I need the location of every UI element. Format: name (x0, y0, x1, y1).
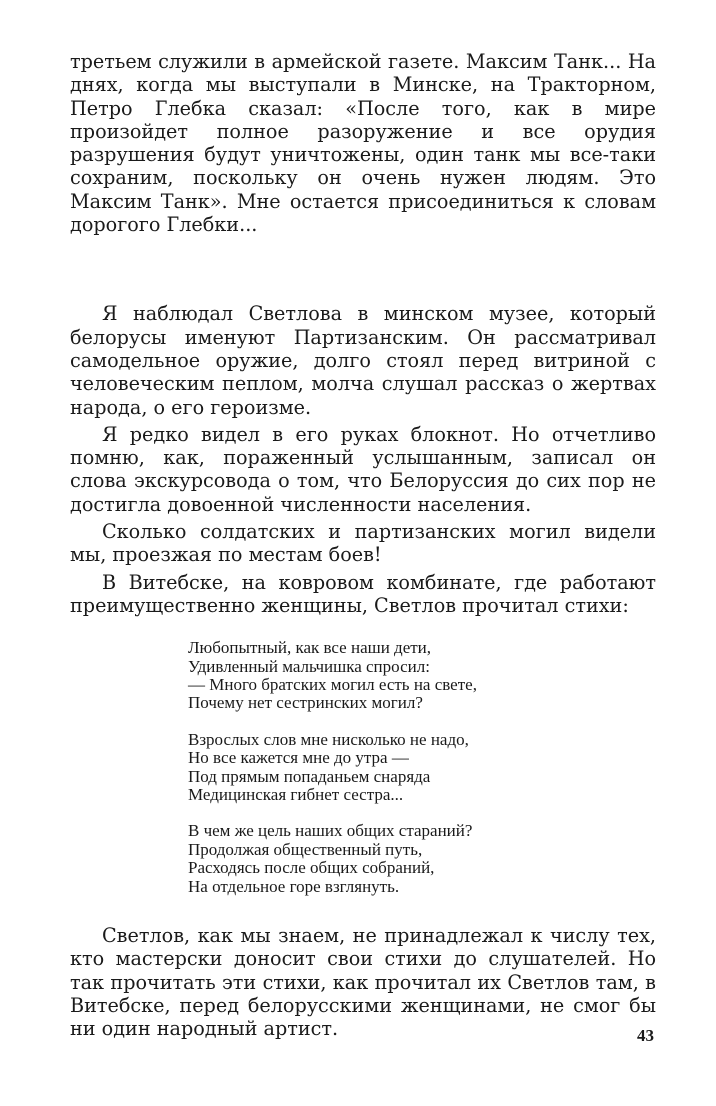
poem-line: — Много братских могил есть на свете, (188, 675, 477, 695)
book-page (70, 50, 656, 1041)
poem (188, 639, 656, 896)
paragraph-continuation: третьем служили в армейской газете. Максим Танк... На днях, когда мы выступали в Минске, на Тракторном, Петро Глебка сказал: «После того, как в мире произойдет полное разоружение и все орудия разрушения будут уничтожены, один танк мы все-таки сохраним, поскольку он очень нужен людям. Это Максим Танк». Мне остается присоединиться к словам дорогого Глебки... (70, 50, 656, 237)
poem-line: Любопытный, как все наши дети, (188, 638, 432, 658)
poem-line: Взрослых слов мне нисколько не надо, (188, 729, 469, 749)
poem-stanza (188, 822, 656, 896)
poem-line: Но все кажется мне до утра — (188, 748, 409, 768)
paragraph-notebook: Я редко видел в его руках блокнот. Но отчетливо помню, как, пораженный услышанным, записал он слова экскурсовода о том, что Белоруссия до сих пор не достигла довоенной численности населения. (70, 422, 656, 516)
poem-line: В чем же цель наших общих стараний? (188, 821, 473, 841)
paragraph-conclusion: Светлов, как мы знаем, не принадлежал к числу тех, кто мастерски доносит свои стихи до слушателей. Но так прочитать эти стихи, как прочитал их Светлов там, в Витебске, перед белорусскими женщинами, не смог бы ни один народный артист. (70, 924, 656, 1041)
poem-line: На отдельное горе взглянуть. (188, 876, 400, 896)
paragraph-graves: Сколько солдатских и партизанских могил видели мы, проезжая по местам боев! (70, 520, 656, 567)
poem-line: Почему нет сестринских могил? (188, 693, 423, 713)
poem-stanza (188, 731, 656, 805)
page-number: 43 (637, 1026, 654, 1045)
paragraph-vitebsk: В Витебске, на ковровом комбинате, где работают преимущественно женщины, Светлов прочитал стихи: (70, 570, 656, 617)
poem-line: Продолжая общественный путь, (188, 839, 423, 859)
paragraph-minsk-museum: Я наблюдал Светлова в минском музее, который белорусы именуют Партизанским. Он рассматривал самодельное оружие, долго стоял перед витриной с человеческим пеплом, молча слушал рассказ о жертвах народа, о его героизме. (70, 302, 656, 419)
poem-stanza (188, 639, 656, 713)
poem-line: Под прямым попаданьем снаряда (188, 766, 431, 786)
poem-line: Расходясь после общих собраний, (188, 858, 435, 878)
poem-line: Медицинская гибнет сестра... (188, 785, 404, 805)
poem-line: Удивленный мальчишка спросил: (188, 656, 430, 676)
